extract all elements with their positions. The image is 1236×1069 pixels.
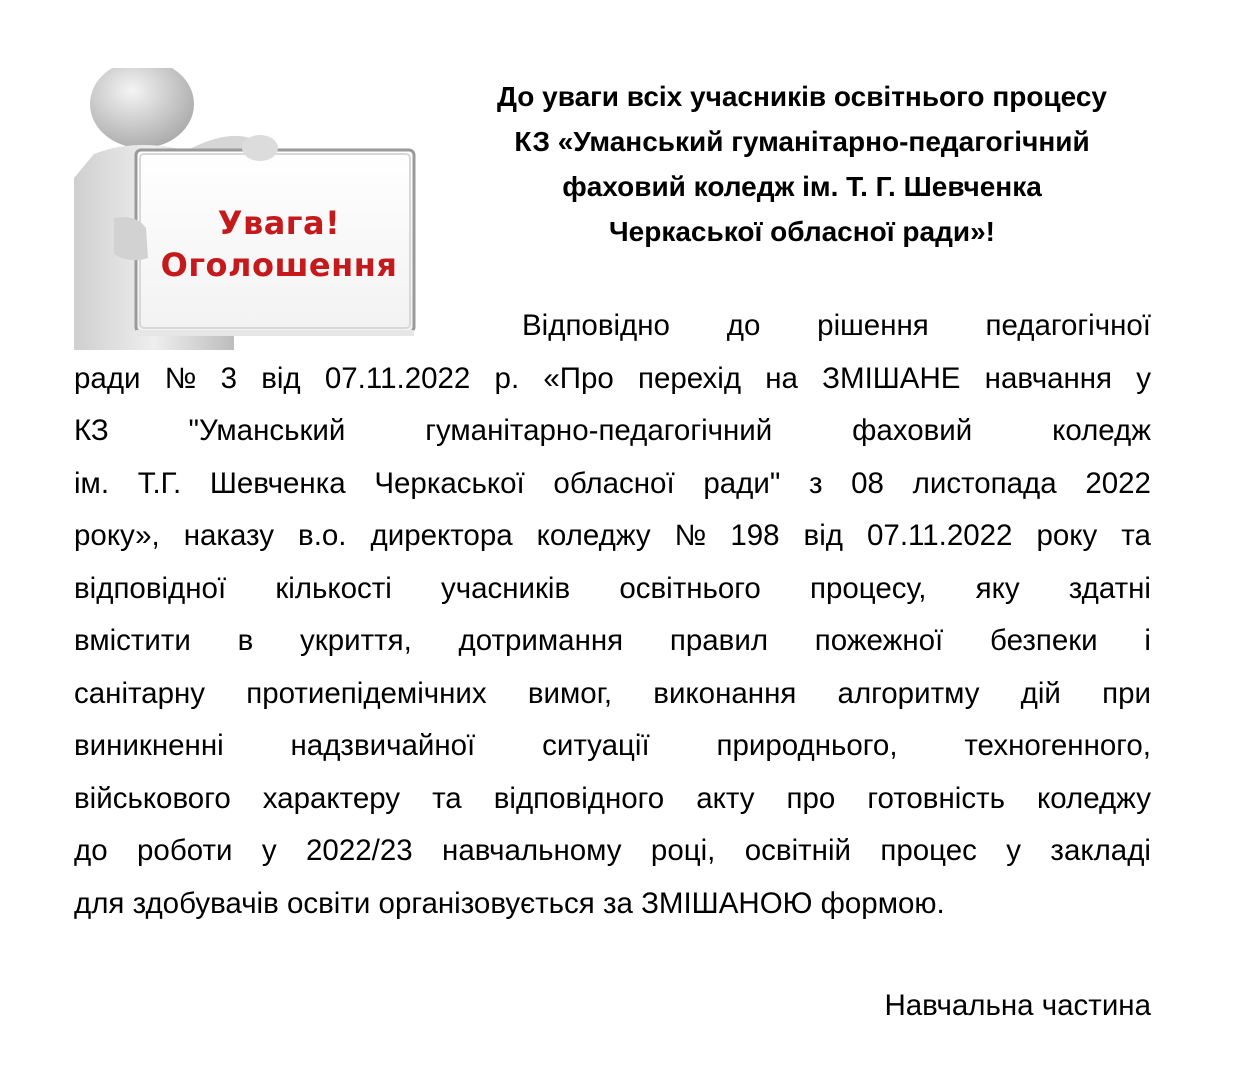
body-line: КЗ "Уманський гуманітарно-педагогічний фаховий коледж: [74, 414, 1151, 447]
body-line: Відповідно до рішення педагогічної: [522, 309, 1151, 342]
announcement-body: [74, 300, 1151, 930]
body-line: виникненні надзвичайної ситуації природнього, техногенного,: [74, 729, 1151, 762]
heading-line: До уваги всіх учасників освітнього процесу: [496, 81, 1107, 112]
heading-line: Черкаської обласної ради»!: [609, 216, 995, 247]
body-line: до роботи у 2022/23 навчальному році, освітній процес у закладі: [74, 834, 1151, 867]
body-line: вмістити в укриття, дотримання правил пожежної безпеки і: [74, 624, 1151, 657]
heading-line: фаховий коледж ім. Т. Г. Шевченка: [562, 171, 1042, 202]
signature: Навчальна частина: [884, 989, 1151, 1022]
sign-announcement-text: Оголошення: [160, 246, 398, 284]
body-line: року», наказу в.о. директора коледжу № 198 від 07.11.2022 року та: [74, 519, 1151, 552]
sign-warning-text: Увага!: [217, 204, 341, 242]
body-line: ім. Т.Г. Шевченка Черкаської обласної ради" з 08 листопада 2022: [74, 466, 1151, 500]
heading-line: КЗ «Уманський гуманітарно-педагогічний: [514, 126, 1090, 157]
body-line: санітарну протиепідемічних вимог, виконання алгоритму дій при: [74, 676, 1151, 710]
body-line: військового характеру та відповідного акту про готовність коледжу: [74, 781, 1151, 815]
body-line: відповідної кількості учасників освітнього процесу, яку здатні: [74, 571, 1151, 605]
body-line: для здобувачів освіти організовується за ЗМІШАНОЮ формою.: [74, 886, 945, 920]
body-line: ради № 3 від 07.11.2022 р. «Про перехід на ЗМІШАНЕ навчання у: [74, 361, 1151, 395]
announcement-heading: [448, 74, 1156, 254]
